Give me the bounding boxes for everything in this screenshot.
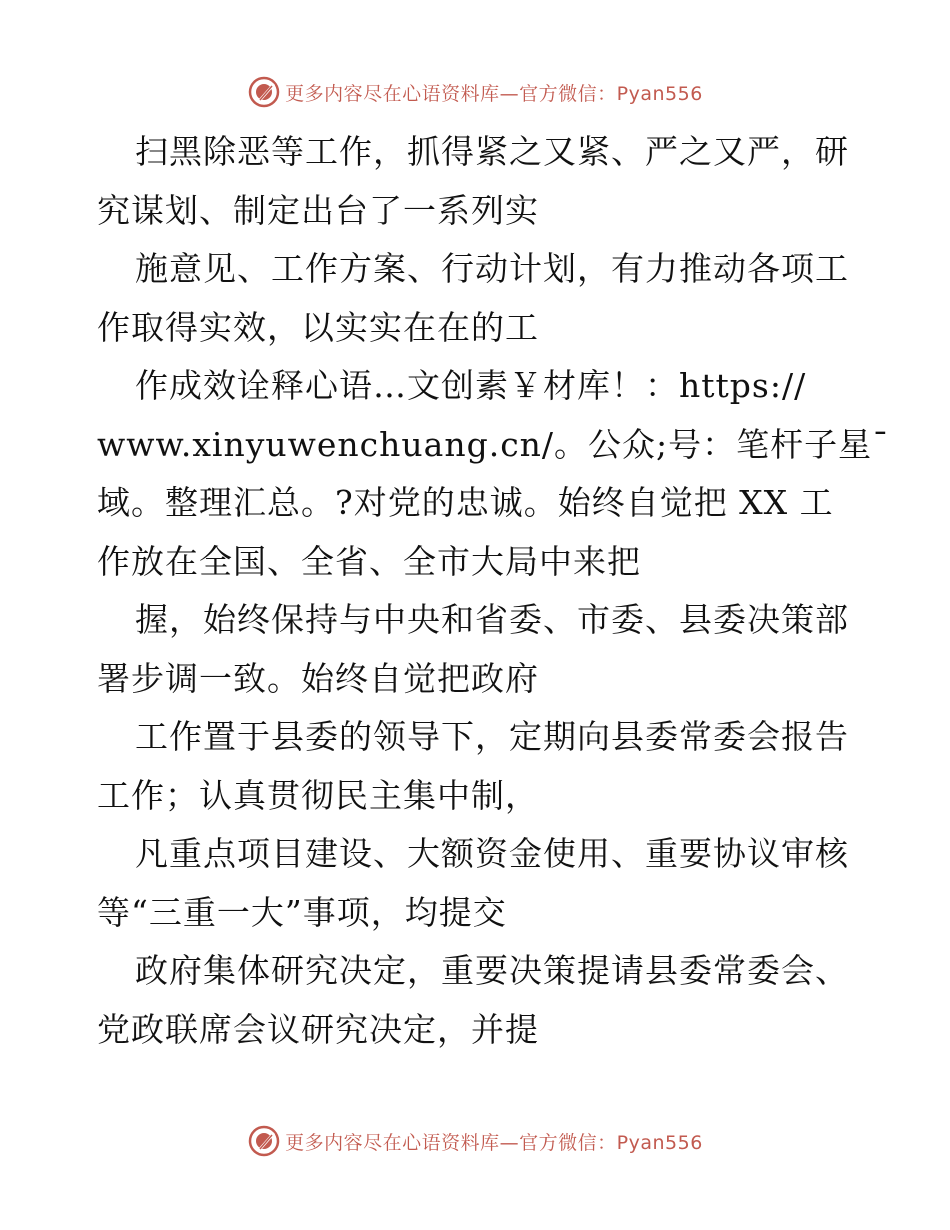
body-line: 政府集体研究决定，重要决策提请县委常委会、: [135, 951, 849, 990]
header-banner-text: 更多内容尽在心语资料库—官方微信：Pyan556: [285, 82, 703, 105]
body-line: 署步调一致。始终自觉把政府: [97, 658, 539, 698]
body-line: 作取得实效，以实实在在的工: [97, 307, 539, 347]
brand-logo-icon: [247, 1124, 281, 1158]
header-banner: [0, 72, 950, 112]
brand-logo-icon: [247, 75, 281, 109]
body-line: 作放在全国、全省、全市大局中来把: [97, 541, 641, 581]
body-line: 工作置于县委的领导下，定期向县委常委会报告: [135, 717, 849, 756]
body-line: 党政联席会议研究决定，并提: [97, 1009, 539, 1049]
body-line: 凡重点项目建设、大额资金使用、重要协议审核: [135, 834, 849, 873]
document-body: [97, 123, 890, 1059]
body-line: 等“三重一大”事项，均提交: [97, 892, 507, 932]
body-line: 握，始终保持与中央和省委、市委、县委决策部: [135, 600, 849, 639]
body-line: 施意见、工作方案、行动计划，有力推动各项工: [135, 249, 849, 288]
body-line: www.xinyuwenchuang.cn/。公众;号：笔杆子星¯: [97, 424, 890, 464]
body-line: 域。整理汇总。?对党的忠诚。始终自觉把 XX 工: [97, 483, 834, 522]
body-line: 究谋划、制定出台了一系列实: [97, 190, 539, 230]
body-line: 扫黑除恶等工作，抓得紧之又紧、严之又严，研: [135, 132, 849, 171]
footer-banner-text: 更多内容尽在心语资料库—官方微信：Pyan556: [285, 1131, 703, 1154]
body-line: 作成效诠释心语…文创素￥材库！：https://: [135, 366, 807, 405]
footer-banner: [0, 1121, 950, 1161]
body-line: 工作；认真贯彻民主集中制，: [97, 775, 539, 815]
